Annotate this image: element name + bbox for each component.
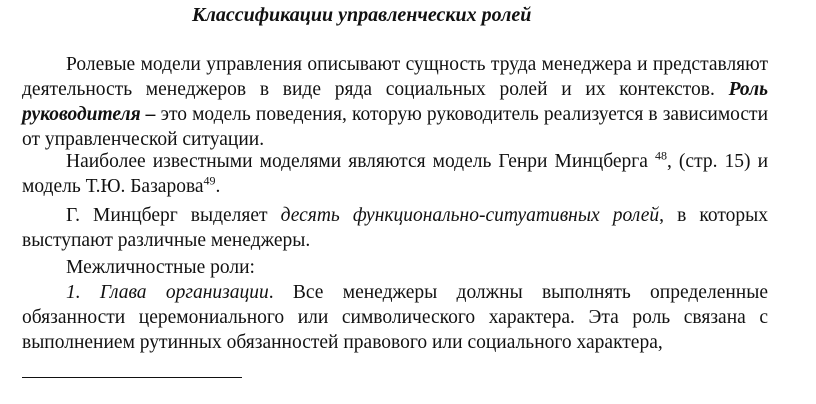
term-manager-role: Роль руководителя – bbox=[22, 79, 768, 125]
paragraph-mintzberg bbox=[22, 203, 768, 253]
paragraph-models bbox=[22, 149, 768, 199]
footnote-ref-49: 49 bbox=[203, 173, 216, 188]
mintzberg-text-cont: , в которых выступают различные менеджеры. bbox=[22, 205, 768, 251]
paragraph-interpersonal-heading: Межличностные роли: bbox=[66, 257, 255, 278]
paragraph-figurehead bbox=[22, 280, 768, 355]
models-text-cont: , (стр. 15) и модель Т.Ю. Базарова bbox=[22, 151, 769, 197]
footnote-ref-48: 48 bbox=[654, 148, 667, 163]
roles-intro-text: Ролевые модели управления описывают сущность труда менеджера и представляют деятельность менеджеров в виде ряда социальных ролей и их контекстов. bbox=[22, 54, 768, 100]
mintzberg-text: Г. Минцберг выделяет bbox=[66, 205, 281, 226]
models-text-end: . bbox=[215, 176, 221, 197]
paragraph-roles-intro bbox=[22, 52, 768, 152]
figurehead-term: 1. Глава организации bbox=[66, 282, 269, 303]
footnote-separator bbox=[22, 377, 242, 378]
ten-roles-term: десять функционально-ситуативных ролей bbox=[280, 205, 660, 226]
models-text: Наиболее известными моделями являются модель Генри Минцберга bbox=[66, 151, 655, 172]
role-definition-text: это модель поведения, которую руководитель реализуется в зависимости от управленческой ситуации. bbox=[22, 104, 769, 150]
figurehead-text: . Все менеджеры должны выполнять определенные обязанности церемониального или символического характера. Эта роль связана с выполнением рутинных обязанностей правового или социального характера, bbox=[22, 282, 768, 353]
page-title: Классификации управленческих ролей bbox=[192, 4, 532, 26]
